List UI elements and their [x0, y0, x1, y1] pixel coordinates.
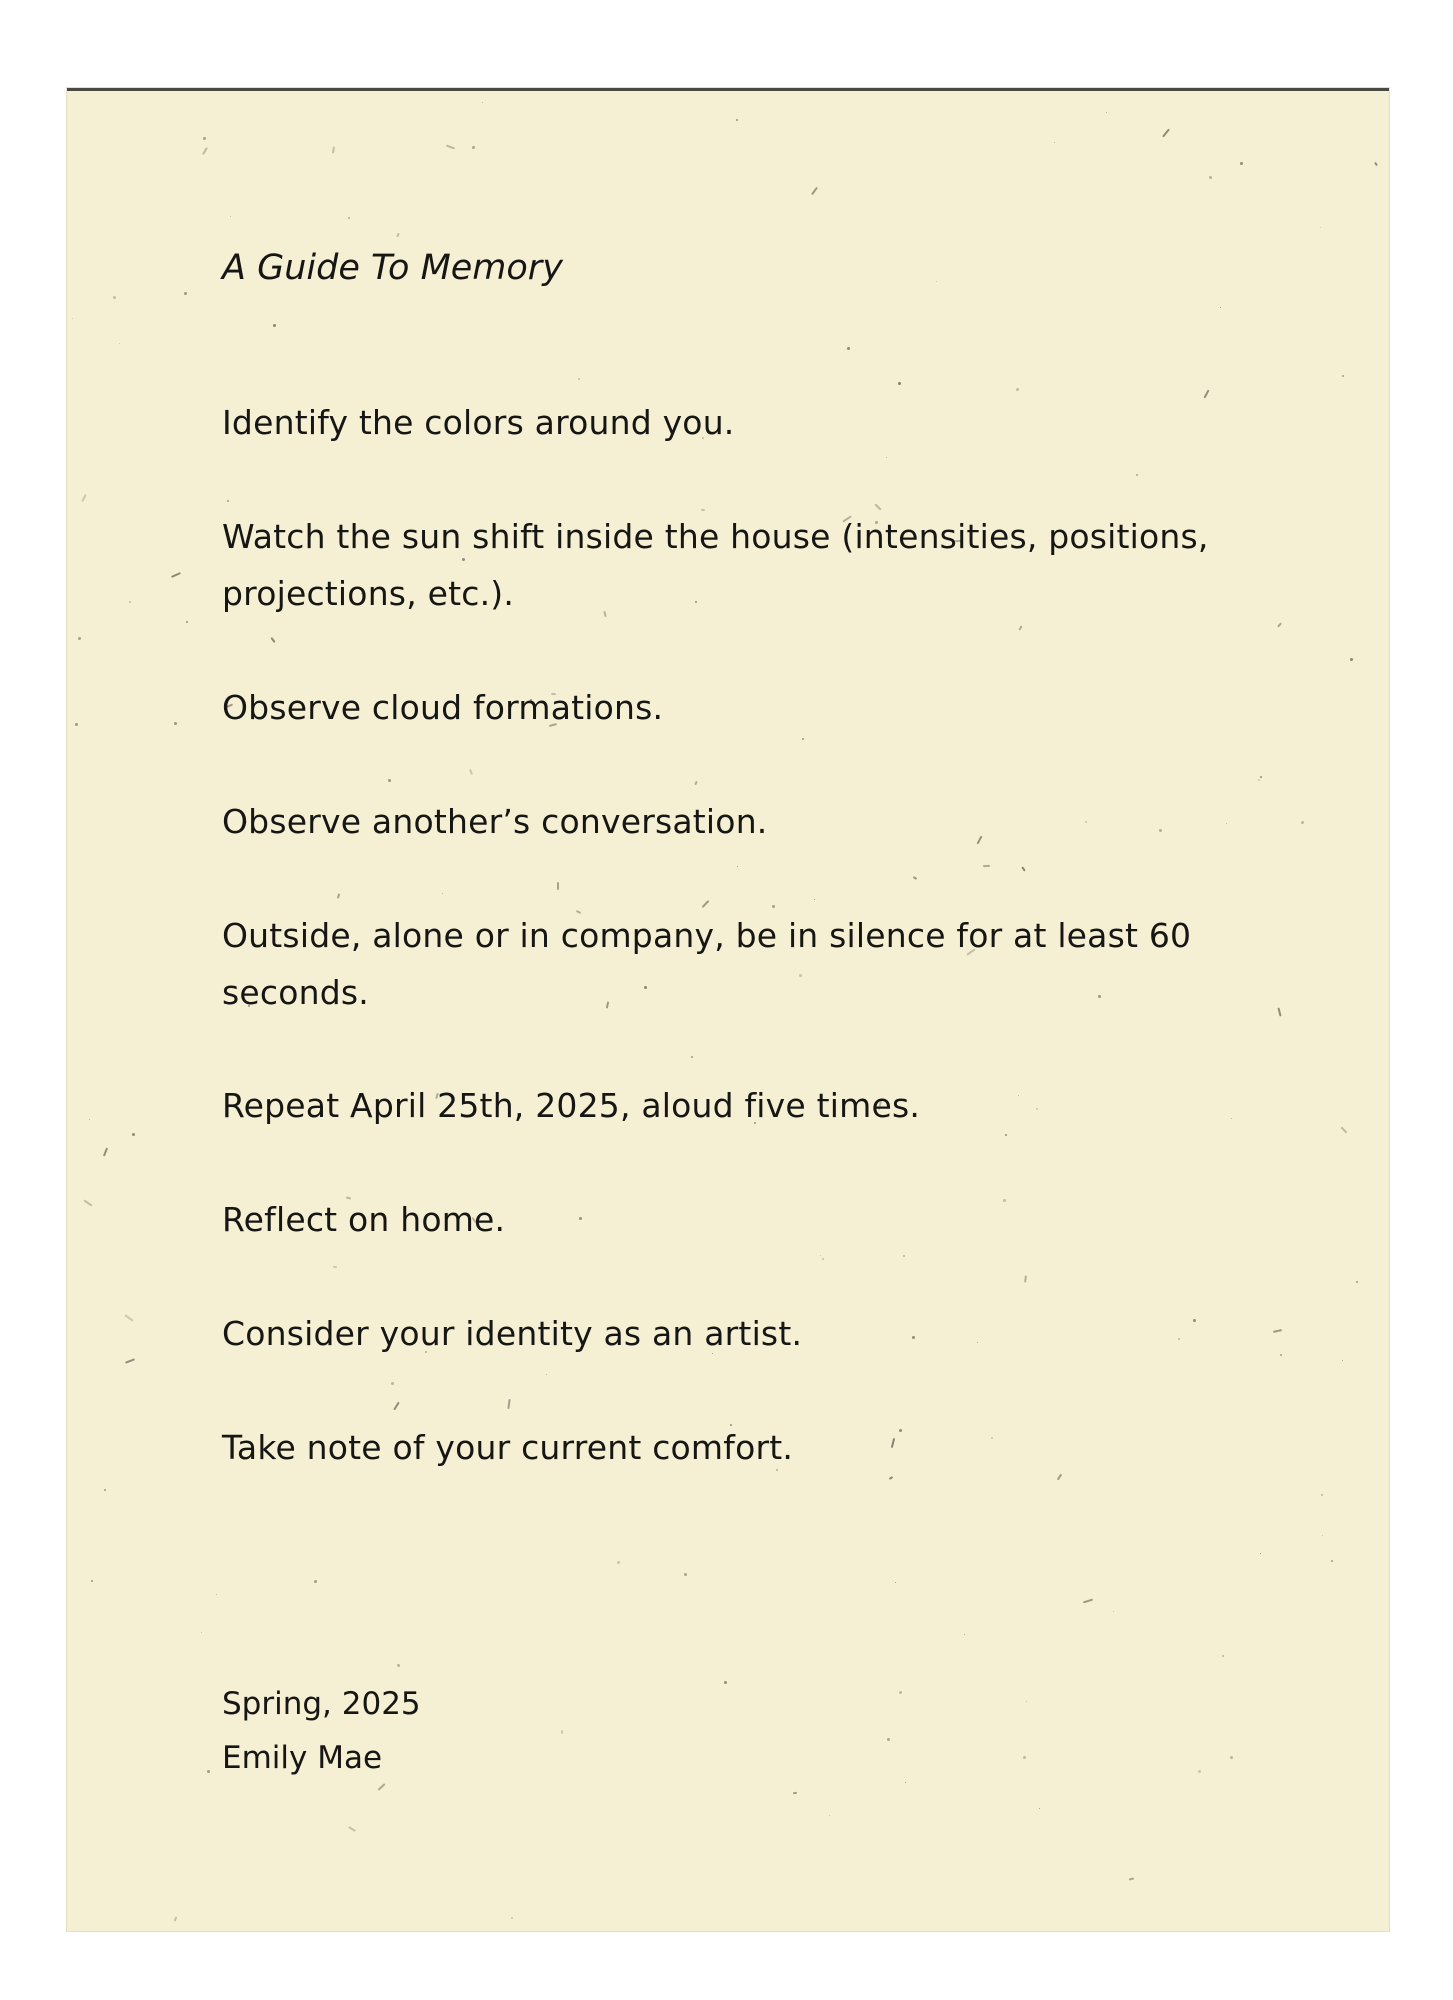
- paper-fleck: [1113, 1611, 1114, 1612]
- paper-fleck: [174, 1916, 178, 1921]
- paper-fleck: [1273, 1329, 1282, 1333]
- paper-fleck: [737, 866, 738, 867]
- paper-fleck: [899, 1691, 902, 1694]
- paper-fleck: [1083, 1599, 1093, 1604]
- paper-fleck: [822, 1258, 824, 1260]
- paper-sheet: [67, 88, 1389, 1931]
- paper-fleck: [1136, 474, 1138, 476]
- paper-fleck: [964, 1634, 965, 1635]
- paper-fleck: [83, 1199, 92, 1206]
- instruction-item: Watch the sun shift inside the house (intensities, positions, projections, etc.).: [222, 517, 1209, 613]
- paper-fleck: [1129, 1877, 1134, 1880]
- paper-fleck: [1005, 1134, 1007, 1136]
- paper-fleck: [1054, 142, 1055, 143]
- paper-fleck: [1023, 1756, 1026, 1759]
- paper-fleck: [472, 146, 475, 149]
- paper-fleck: [511, 1917, 513, 1919]
- paper-fleck: [104, 1489, 106, 1491]
- paper-fleck: [348, 1826, 356, 1832]
- instruction-item: Outside, alone or in company, be in silence for at least 60 seconds.: [222, 916, 1192, 1012]
- paper-fleck: [186, 621, 188, 623]
- paper-fleck: [1331, 1560, 1333, 1562]
- paper-fleck: [201, 1632, 202, 1633]
- paper-fleck: [903, 1255, 905, 1257]
- instruction-item: Take note of your current comfort.: [222, 1428, 794, 1467]
- paper-fleck: [802, 738, 804, 740]
- paper-fleck: [1209, 176, 1212, 179]
- paper-fleck: [617, 1561, 620, 1564]
- instruction-item: Observe cloud formations.: [222, 688, 664, 727]
- paper-fleck: [1356, 1281, 1358, 1283]
- document-title: A Guide To Memory: [222, 248, 563, 288]
- paper-fleck: [216, 1594, 217, 1595]
- paper-fleck: [391, 1382, 394, 1385]
- paper-fleck: [124, 1314, 133, 1321]
- paper-fleck: [78, 637, 81, 640]
- paper-fleck: [1018, 625, 1022, 630]
- instruction-item: Reflect on home.: [222, 1200, 506, 1239]
- paper-fleck: [1277, 622, 1282, 627]
- paper-fleck: [889, 1476, 893, 1480]
- paper-fleck: [337, 893, 341, 898]
- paper-fleck: [1260, 1553, 1261, 1554]
- instruction-item: Identify the colors around you.: [222, 403, 735, 442]
- paper-fleck: [1260, 776, 1262, 778]
- author-name: Emily Mae: [222, 1740, 383, 1776]
- paper-fleck: [829, 1815, 830, 1816]
- paper-fleck: [1220, 307, 1221, 308]
- paper-fleck: [132, 1133, 135, 1136]
- paper-fleck: [270, 637, 275, 643]
- paper-fleck: [887, 1738, 890, 1741]
- paper-fleck: [227, 500, 229, 502]
- paper-fleck: [1162, 128, 1170, 137]
- instruction-item: Repeat April 25th, 2025, aloud five times.: [222, 1086, 921, 1125]
- paper-fleck: [1280, 1354, 1282, 1356]
- paper-fleck: [691, 1056, 693, 1058]
- paper-fleck: [936, 281, 937, 282]
- paper-fleck: [1240, 162, 1243, 165]
- paper-fleck: [546, 1374, 547, 1375]
- paper-fleck: [314, 1580, 317, 1583]
- paper-fleck: [811, 187, 818, 195]
- date-line: Spring, 2025: [222, 1686, 421, 1722]
- paper-fleck: [1320, 227, 1321, 228]
- paper-fleck: [886, 457, 887, 458]
- paper-fleck: [171, 572, 181, 578]
- paper-fleck: [113, 296, 116, 299]
- paper-fleck: [1322, 1535, 1323, 1536]
- paper-fleck: [1321, 1494, 1323, 1496]
- paper-fleck: [983, 865, 990, 867]
- paper-fleck: [814, 899, 815, 900]
- paper-fleck: [469, 769, 473, 775]
- paper-fleck: [174, 722, 177, 725]
- paper-fleck: [103, 1147, 108, 1156]
- paper-fleck: [89, 1119, 90, 1120]
- paper-fleck: [724, 1681, 727, 1684]
- paper-fleck: [1277, 1007, 1281, 1016]
- paper-fleck: [396, 233, 399, 237]
- paper-fleck: [333, 1266, 337, 1269]
- paper-fleck: [1021, 866, 1025, 871]
- paper-fleck: [1016, 388, 1019, 391]
- paper-fleck: [847, 347, 850, 350]
- paper-fleck: [442, 893, 443, 894]
- paper-fleck: [203, 137, 206, 140]
- paper-fleck: [905, 1782, 906, 1783]
- paper-fleck: [1039, 1808, 1040, 1809]
- paper-fleck: [273, 324, 276, 327]
- paper-fleck: [230, 216, 231, 217]
- paper-fleck: [898, 382, 901, 385]
- paper-fleck: [736, 119, 738, 121]
- instruction-item: Observe another’s conversation.: [222, 802, 768, 841]
- paper-fleck: [482, 102, 483, 103]
- paper-fleck: [184, 292, 187, 295]
- paper-fleck: [684, 1573, 687, 1576]
- paper-fleck: [1026, 1701, 1027, 1702]
- paper-fleck: [81, 494, 86, 502]
- paper-fleck: [895, 1582, 896, 1583]
- paper-fleck: [561, 1730, 563, 1734]
- paper-fleck: [1342, 375, 1344, 377]
- paper-fleck: [129, 601, 131, 603]
- paper-fleck: [91, 1580, 93, 1582]
- paper-fleck: [1342, 1360, 1343, 1361]
- paper-fleck: [1341, 1126, 1348, 1133]
- paper-fleck: [1230, 1756, 1233, 1759]
- paper-fleck: [348, 217, 350, 219]
- paper-fleck: [75, 723, 78, 726]
- paper-fleck: [1024, 1275, 1027, 1282]
- paper-fleck: [820, 1255, 821, 1256]
- paper-fleck: [1198, 1770, 1201, 1773]
- paper-fleck: [793, 1792, 797, 1795]
- paper-fleck: [397, 1664, 400, 1667]
- paper-fleck: [1301, 821, 1304, 824]
- paper-fleck: [207, 1770, 210, 1773]
- paper-fleck: [1258, 779, 1260, 781]
- paper-fleck: [1350, 658, 1353, 661]
- paper-fleck: [1374, 162, 1378, 166]
- paper-fleck: [72, 318, 73, 319]
- paper-fleck: [125, 1358, 135, 1363]
- paper-fleck: [446, 145, 455, 150]
- paper-fleck: [694, 781, 697, 785]
- paper-fleck: [1106, 112, 1107, 113]
- paper-fleck: [393, 1402, 399, 1411]
- paper-fleck: [557, 882, 559, 890]
- paper-fleck: [202, 147, 208, 155]
- paper-fleck: [913, 876, 917, 880]
- paper-fleck: [507, 1399, 510, 1409]
- paper-fleck: [388, 779, 391, 782]
- paper-fleck: [332, 146, 335, 153]
- paper-fleck: [119, 343, 120, 344]
- instruction-item: Consider your identity as an artist.: [222, 1314, 803, 1353]
- paper-fleck: [578, 378, 580, 380]
- paper-fleck: [1222, 1655, 1224, 1657]
